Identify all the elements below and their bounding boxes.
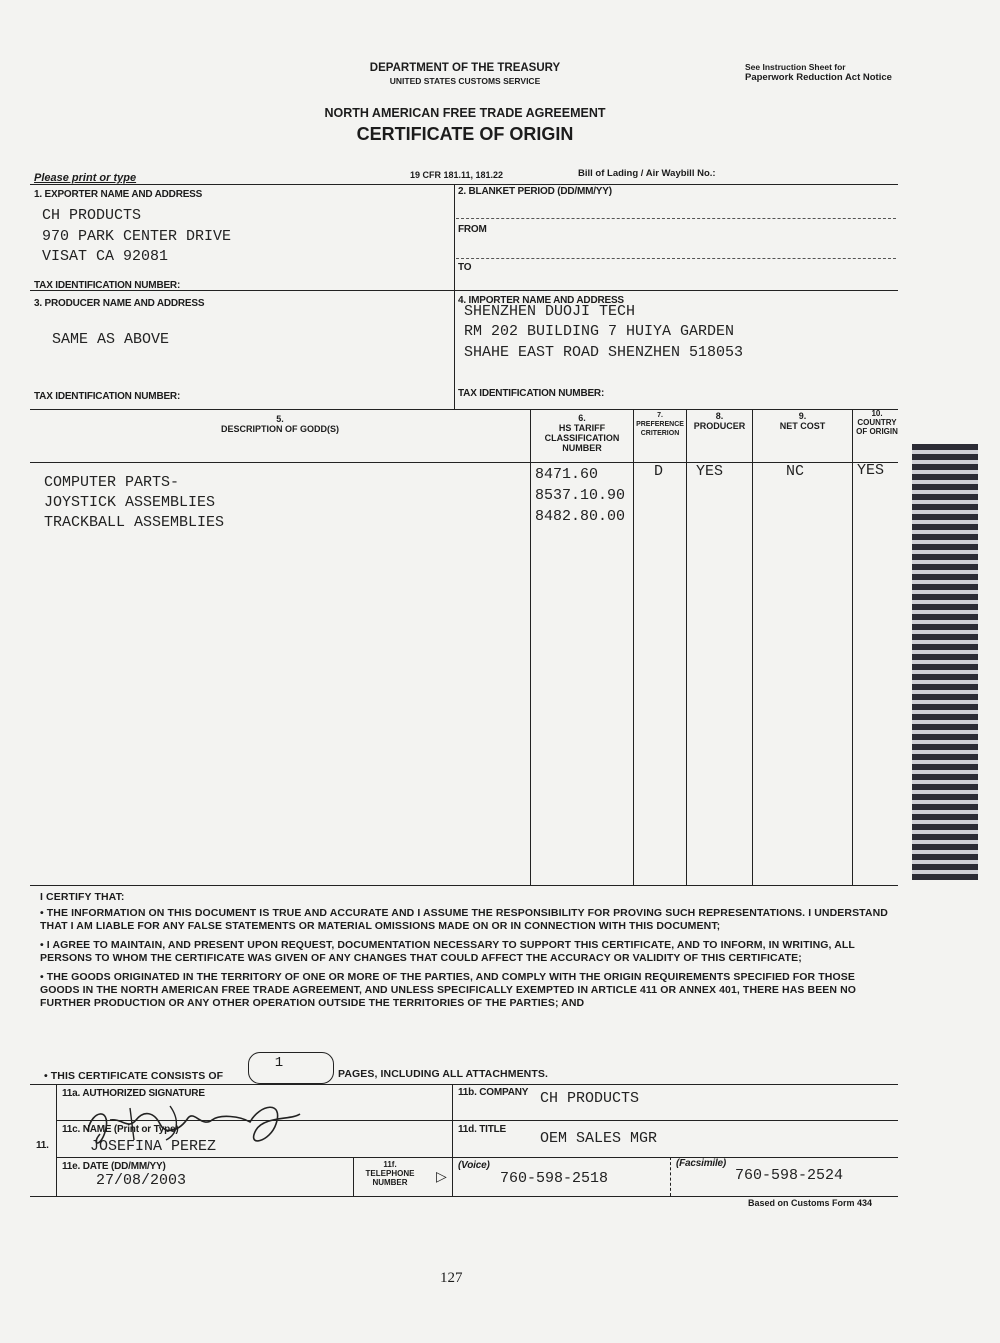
net-cost: NC xyxy=(786,463,805,480)
blanket-period-label: 2. BLANKET PERIOD (DD/MM/YY) xyxy=(458,186,612,197)
certificate-pages-prefix: • THIS CERTIFICATE CONSISTS OF xyxy=(44,1070,224,1082)
notice-line-1: See Instruction Sheet for xyxy=(745,62,846,72)
importer-line-2: RM 202 BUILDING 7 HUIYA GARDEN xyxy=(464,323,735,340)
importer-line-1: SHENZHEN DUOJI TECH xyxy=(464,303,636,320)
producer-tax-label: TAX IDENTIFICATION NUMBER: xyxy=(34,391,181,402)
page-title: CERTIFICATE OF ORIGIN xyxy=(356,124,574,144)
sig-row-rule-2 xyxy=(56,1157,898,1158)
col-6-rule xyxy=(530,409,531,885)
name-label: 11c. NAME (Print or Type) xyxy=(62,1124,179,1135)
pages-count: 1 xyxy=(274,1055,284,1071)
pages-count-box xyxy=(248,1052,334,1084)
certify-paragraph-3: • THE GOODS ORIGINATED IN THE TERRITORY OF ONE OR MORE OF THE PARTIES, AND COMPLY WITH THE ORIGIN REQUIREMENTS SPECIFIED FOR THOSE GOODS IN THE NORTH AMERICAN FREE TRADE AGREEMENT, AND UNLESS SPECIFICALLY EXEMPTED IN ARTICLE 411 OR ANNEX 401, THERE HAS BEEN NO FURTHER PRODUCTION OR ANY OTHER OPERATION OUTSIDE THE TERRITORIES OF THE PARTIES; AND xyxy=(40,971,857,1009)
col-7-header: 7. PREFERENCE CRITERION xyxy=(636,412,684,437)
company-value: CH PRODUCTS xyxy=(540,1090,640,1107)
col-8-rule xyxy=(686,409,687,885)
col-8-header: 8. PRODUCER xyxy=(693,411,746,431)
importer-line-3: SHAHE EAST ROAD SHENZHEN 518053 xyxy=(464,344,744,361)
col-9-rule xyxy=(752,409,753,885)
form-top-rule xyxy=(30,184,898,185)
voice-number: 760-598-2518 xyxy=(500,1170,609,1187)
certify-paragraph-2: • I AGREE TO MAINTAIN, AND PRESENT UPON REQUEST, DOCUMENTATION NECESSARY TO SUPPORT THIS CERTIFICATE, AND TO INFORM, IN WRITING, ALL PERSONS TO WHOM THE CERTIFICATE WAS GIVEN OF ANY CHANGES THAT COULD AFFECT THE ACCURACY OR VALIDITY OF THIS CERTIFICATE; xyxy=(40,939,855,964)
sig-top-rule xyxy=(30,1084,898,1085)
col-7-rule xyxy=(633,409,634,885)
form-reference: Based on Customs Form 434 xyxy=(748,1198,873,1208)
date-value: 27/08/2003 xyxy=(96,1172,187,1189)
exporter-line-3: VISAT CA 92081 xyxy=(42,248,169,265)
producer-flag: YES xyxy=(696,463,724,480)
hs-code-1: 8471.60 xyxy=(535,466,599,483)
sig-mid-rule xyxy=(452,1084,453,1196)
signature-row-number: 11. xyxy=(36,1140,49,1151)
title-value: OEM SALES MGR xyxy=(540,1130,658,1147)
company-label: 11b. COMPANY xyxy=(458,1087,529,1098)
certify-heading: I CERTIFY THAT: xyxy=(40,891,125,903)
col-10-rule xyxy=(852,409,853,885)
tel-left-rule xyxy=(353,1157,354,1196)
goods-top-rule xyxy=(30,409,898,410)
goods-header-rule xyxy=(30,462,898,463)
exporter-label: 1. EXPORTER NAME AND ADDRESS xyxy=(34,189,203,200)
notice-line-2: Paperwork Reduction Act Notice xyxy=(745,72,892,83)
sig-bottom-rule xyxy=(30,1196,898,1197)
cfr-reference: 19 CFR 181.11, 181.22 xyxy=(410,170,504,180)
date-label: 11e. DATE (DD/MM/YY) xyxy=(62,1161,166,1172)
col-10-header: 10. COUNTRY OF ORIGIN xyxy=(856,409,898,436)
goods-desc-1: COMPUTER PARTS- xyxy=(44,474,180,491)
preference-criterion: D xyxy=(654,463,664,480)
department-title: DEPARTMENT OF THE TREASURY xyxy=(369,62,561,74)
col-9-header: 9. NET COST xyxy=(779,411,826,431)
goods-desc-2: JOYSTICK ASSEMBLIES xyxy=(44,494,216,511)
blanket-dash-2 xyxy=(456,258,896,259)
exporter-line-1: CH PRODUCTS xyxy=(42,207,142,224)
col-5-header: 5. DESCRIPTION OF GODD(S) xyxy=(220,414,339,434)
blanket-bottom-rule xyxy=(454,290,898,291)
agreement-title: NORTH AMERICAN FREE TRADE AGREEMENT xyxy=(324,106,606,120)
certify-body xyxy=(40,907,888,1016)
title-label: 11d. TITLE xyxy=(458,1124,507,1135)
exporter-line-2: 970 PARK CENTER DRIVE xyxy=(42,228,232,245)
fax-label: (Facsimile) xyxy=(676,1158,727,1169)
fax-number: 760-598-2524 xyxy=(735,1167,844,1184)
importer-label: 4. IMPORTER NAME AND ADDRESS xyxy=(458,295,624,306)
arrow-right-icon: ▷ xyxy=(436,1168,447,1184)
barcode-strip xyxy=(912,444,978,880)
name-value: JOSEFINA PEREZ xyxy=(90,1138,217,1155)
hs-code-3: 8482.80.00 xyxy=(535,508,626,525)
producer-value: SAME AS ABOVE xyxy=(52,331,170,348)
producer-label: 3. PRODUCER NAME AND ADDRESS xyxy=(34,298,205,309)
col-6-header: 6. HS TARIFF CLASSIFICATION NUMBER xyxy=(544,413,620,453)
sig-left-rule xyxy=(56,1084,57,1196)
print-note: Please print or type xyxy=(34,172,137,184)
hs-code-2: 8537.10.90 xyxy=(535,487,626,504)
blanket-from-label: FROM xyxy=(458,224,487,235)
goods-desc-3: TRACKBALL ASSEMBLIES xyxy=(44,514,225,531)
certify-paragraph-1: • THE INFORMATION ON THIS DOCUMENT IS TRUE AND ACCURATE AND I ASSUME THE RESPONSIBILITY FOR PROVING SUCH REPRESENTATIONS. I UNDERSTAND THAT I AM LIABLE FOR ANY FALSE STATEMENTS OR MATERIAL OMISSIONS MADE ON OR IN CONNECTION WITH THIS DOCUMENT; xyxy=(40,907,888,932)
certificate-pages-suffix: PAGES, INCLUDING ALL ATTACHMENTS. xyxy=(338,1068,548,1080)
telephone-label: 11f. TELEPHONE NUMBER xyxy=(365,1160,415,1187)
service-name: UNITED STATES CUSTOMS SERVICE xyxy=(389,76,541,86)
blanket-dash-1 xyxy=(456,218,896,219)
importer-tax-label: TAX IDENTIFICATION NUMBER: xyxy=(458,388,605,399)
voice-label: (Voice) xyxy=(458,1160,490,1171)
tel-fax-rule xyxy=(670,1157,671,1196)
goods-bottom-rule xyxy=(30,885,898,886)
blanket-to-label: TO xyxy=(458,262,472,273)
page-number: 127 xyxy=(440,1270,463,1286)
bill-of-lading-label: Bill of Lading / Air Waybill No.: xyxy=(578,168,716,179)
section-divider xyxy=(454,184,455,409)
exporter-tax-label: TAX IDENTIFICATION NUMBER: xyxy=(34,280,181,291)
country-of-origin: YES xyxy=(857,462,885,479)
authorized-signature-label: 11a. AUTHORIZED SIGNATURE xyxy=(62,1088,205,1099)
